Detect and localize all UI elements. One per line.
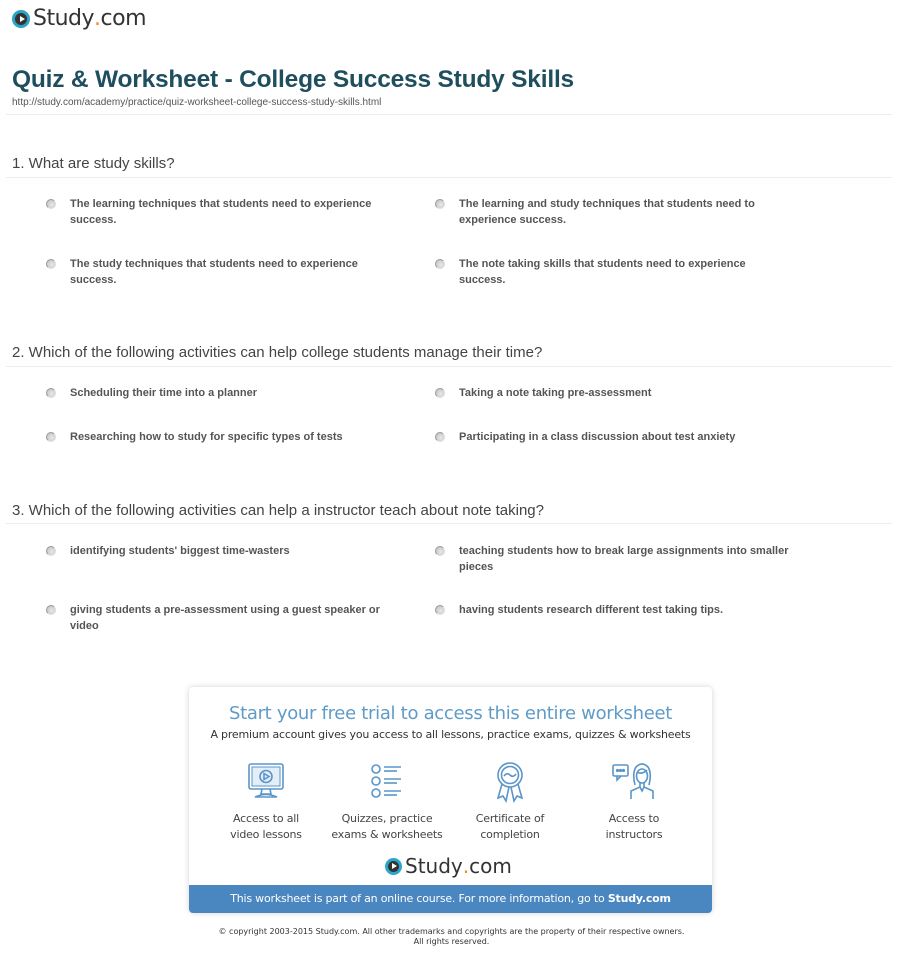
radio-button[interactable] <box>435 388 445 398</box>
logo-tld: com <box>469 854 512 878</box>
answer-option-1d[interactable] <box>435 256 789 288</box>
divider <box>6 114 892 115</box>
answer-option-2c[interactable] <box>46 429 400 445</box>
answer-option-1b[interactable] <box>435 196 789 228</box>
logo-dot: . <box>94 6 101 31</box>
answer-text: Scheduling their time into a planner <box>70 387 258 399</box>
play-circle-icon <box>12 10 30 28</box>
answer-option-2a[interactable] <box>46 385 400 401</box>
divider <box>6 523 892 524</box>
answer-option-3c[interactable] <box>46 602 405 634</box>
radio-button[interactable] <box>46 199 56 209</box>
study-com-logo-promo[interactable] <box>385 854 512 878</box>
study-com-logo[interactable] <box>12 6 146 31</box>
answer-text: The learning and study techniques that students need to experience success. <box>459 198 755 226</box>
logo-name: Study <box>405 854 463 878</box>
answer-option-3b[interactable] <box>435 543 789 575</box>
answer-text: teaching students how to break large assignments into smaller pieces <box>459 545 789 573</box>
study-com-link[interactable]: Study.com <box>607 892 671 905</box>
logo-name: Study <box>33 6 95 31</box>
answer-text: having students research different test taking tips. <box>459 604 724 616</box>
logo-dot: . <box>462 854 470 878</box>
play-circle-icon <box>385 858 402 875</box>
answer-text: Participating in a class discussion about test anxiety <box>459 431 736 443</box>
free-trial-promo-card <box>189 687 712 913</box>
feature-certificate <box>445 761 575 843</box>
answer-text: identifying students' biggest time-wasters <box>70 545 290 557</box>
radio-button[interactable] <box>435 199 445 209</box>
course-info-bar <box>189 885 712 913</box>
question-1: 1. What are study skills? <box>12 155 175 172</box>
radio-button[interactable] <box>435 605 445 615</box>
answer-option-2b[interactable] <box>435 385 789 401</box>
divider <box>6 366 892 367</box>
radio-button[interactable] <box>46 388 56 398</box>
radio-button[interactable] <box>46 432 56 442</box>
answer-text: Taking a note taking pre-assessment <box>459 387 652 399</box>
radio-button[interactable] <box>46 259 56 269</box>
answer-option-1a[interactable] <box>46 196 400 228</box>
question-3: 3. Which of the following activities can help a instructor teach about note taking? <box>12 502 544 519</box>
answer-text: The note taking skills that students need to experience success. <box>459 258 746 286</box>
feature-label: Access to instructors <box>605 812 663 841</box>
radio-button[interactable] <box>46 605 56 615</box>
radio-button[interactable] <box>435 432 445 442</box>
feature-label: Quizzes, practice exams & worksheets <box>331 812 443 841</box>
answer-option-3d[interactable] <box>435 602 789 618</box>
answer-text: giving students a pre-assessment using a guest speaker or video <box>70 604 380 632</box>
certificate-ribbon-icon <box>490 761 530 803</box>
feature-video-lessons <box>201 761 331 843</box>
divider <box>6 177 892 178</box>
promo-subtitle: A premium account gives you access to all lessons, practice exams, quizzes & worksheets <box>210 728 691 741</box>
page-url[interactable]: http://study.com/academy/practice/quiz-worksheet-college-success-study-skills.html <box>12 97 382 108</box>
course-info-text: This worksheet is part of an online course. For more information, go to <box>230 892 608 905</box>
instructor-chat-icon <box>611 761 657 801</box>
promo-title[interactable]: Start your free trial to access this entire worksheet <box>228 703 673 724</box>
feature-quizzes <box>322 761 452 843</box>
page-title: Quiz & Worksheet - College Success Study Skills <box>12 66 574 93</box>
question-2: 2. Which of the following activities can help college students manage their time? <box>12 344 543 361</box>
feature-label: Certificate of completion <box>475 812 545 841</box>
answer-text: The learning techniques that students need to experience success. <box>70 198 372 226</box>
feature-label: Access to all video lessons <box>230 812 302 841</box>
radio-button[interactable] <box>46 546 56 556</box>
feature-instructors <box>569 761 699 843</box>
answer-option-1c[interactable] <box>46 256 400 288</box>
answer-option-2d[interactable] <box>435 429 789 445</box>
answer-text: The study techniques that students need to experience success. <box>70 258 358 286</box>
radio-button[interactable] <box>435 546 445 556</box>
quiz-list-icon <box>367 761 407 801</box>
logo-tld: com <box>100 6 147 31</box>
radio-button[interactable] <box>435 259 445 269</box>
answer-text: Researching how to study for specific types of tests <box>70 431 343 443</box>
video-lesson-icon <box>246 761 286 801</box>
copyright-notice: © copyright 2003-2015 Study.com. All other trademarks and copyrights are the property of their respective owners. All rights reserved. <box>218 927 685 946</box>
answer-option-3a[interactable] <box>46 543 400 559</box>
